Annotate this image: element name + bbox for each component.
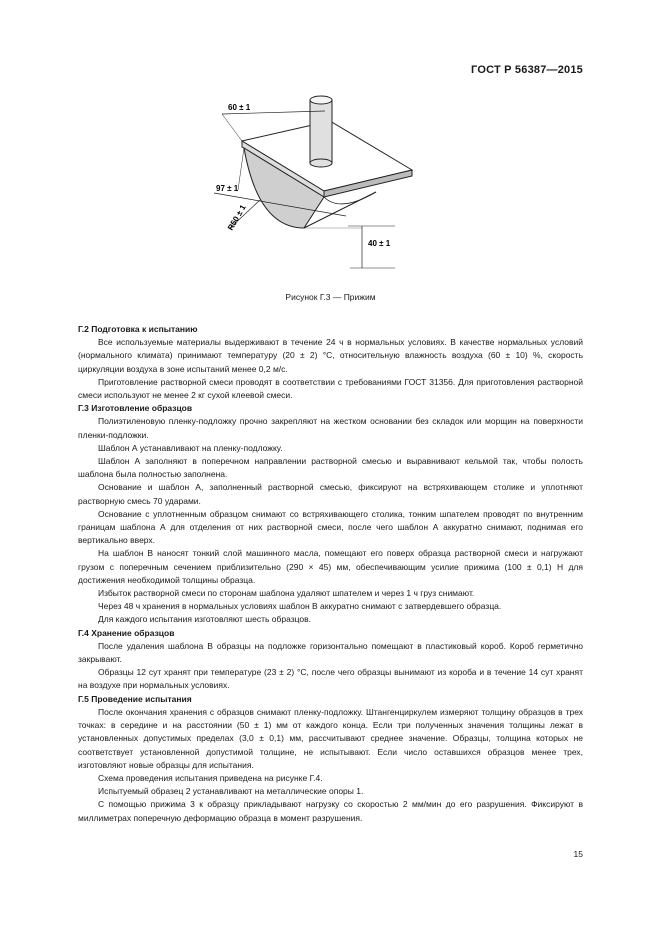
dim-r50-label: R50 ± 1 [225, 203, 248, 232]
paragraph: Образцы 12 сут хранят при температуре (23 ± 2) °С, после чего образцы вынимают из короба и в течение 14 сут хранят на воздухе при нормальных условиях. [78, 667, 583, 691]
section-g2-title: Г.2 Подготовка к испытанию [78, 324, 198, 334]
document-id: ГОСТ Р 56387—2015 [471, 64, 583, 76]
section-g3-title: Г.3 Изготовление образцов [78, 403, 193, 414]
paragraph: С помощью прижима 3 к образцу прикладывают нагрузку со скоростью 2 мм/мин до его разрушения. Фиксируют в миллиметрах поперечную деформацию образца в момент разрушения. [78, 799, 583, 823]
dim-60-ext [222, 114, 242, 141]
dim-40-label: 40 ± 1 [368, 239, 391, 248]
section-g5-title: Г.5 Проведение испытания [78, 693, 192, 704]
section-g4-title: Г.4 Хранение образцов [78, 627, 175, 638]
paragraph: Через 48 ч хранения в нормальных условиях шаблон В аккуратно снимают с затвердевшего образца. [98, 601, 502, 612]
paragraph: Испытуемый образец 2 устанавливают на металлические опоры 1. [98, 786, 364, 797]
handle-bottom [310, 159, 332, 167]
paragraph: Для каждого испытания изготовляют шесть образцов. [98, 614, 311, 625]
paragraph: Полиэтиленовую пленку-подложку прочно закрепляют на жестком основании без складок или морщин на поверхности пленки-подложки. [78, 416, 583, 440]
paragraph: После окончания хранения с образцов снимают пленку-подложку. Штангенциркулем измеряют толщину образцов в трех точках: в середине и на расстоянии (50 ± 1) мм от каждого конца. Если три полученных значения толщины лежат в установленных допустимых пределах (3,0 ± 0,1) мм, рассчитывают среднее значение. Образцы, толщина которых не соответствует установленной допустимой толщине, не испытывают. Если число оставшихся образцов менее трех, изготовляют новые образцы для испытания. [78, 706, 583, 770]
paragraph: Шаблон А устанавливают на пленку-подложку. [98, 442, 283, 453]
paragraph: Схема проведения испытания приведена на рисунке Г.4. [98, 772, 323, 783]
paragraph: Избыток растворной смеси по сторонам шаблона удаляют шпателем и через 1 ч груз снимают. [98, 588, 475, 599]
dim-60-label: 60 ± 1 [228, 103, 251, 112]
dim-97-label: 97 ± 1 [216, 184, 239, 193]
paragraph: После удаления шаблона В образцы на подложке горизонтально помещают в пластиковый короб. Короб герметично закрывают. [78, 640, 583, 665]
figure-caption: Рисунок Г.3 — Прижим [285, 292, 376, 302]
paragraph: Все используемые материалы выдерживают в течение 24 ч в нормальных условиях. В качестве нормальных условий (нормального климата) принимают температуру (20 ± 2) °С, относительную влажность воздуха (60 ± 10) %, скорость циркуляции воздуха в зоне испытаний менее 0,2 м/с. [78, 337, 583, 374]
page-number: 15 [573, 849, 583, 859]
paragraph: Шаблон А заполняют в поперечном направлении растворной смесью и выравнивают кельмой так, чтобы полость шаблона была полностью заполнена. [78, 456, 583, 480]
paragraph: Основание с уплотненным образцом снимают со встряхивающего столика, тонким шпателем проводят по внутренним границам шаблона А для отделения от них растворной смеси, после чего шаблон А аккуратно снимают, поднимая его вертикально вверх. [78, 508, 583, 546]
dim-97-ext [238, 148, 244, 190]
document-body [78, 323, 583, 825]
paragraph: На шаблон В наносят тонкий слой машинного масла, помещают его поверх образца растворной смеси и нагружают грузом с поперечным сечением приблизительно (290 × 45) мм, обеспечивающим усилие прижима (100 ± 0,1) Н для достижения необходимой толщины образца. [78, 548, 583, 585]
handle-top [310, 96, 332, 104]
paragraph: Основание и шаблон А, заполненный растворной смесью, фиксируют на встряхивающем столике и уплотняют растворную смесь 70 ударами. [78, 482, 583, 506]
clamp-figure [200, 88, 430, 288]
handle-body [310, 100, 332, 163]
paragraph: Приготовление растворной смеси проводят в соответствии с требованиями ГОСТ 31356. Для приготовления растворной смеси используют не менее 2 кг сухой клеевой смеси. [78, 376, 583, 401]
